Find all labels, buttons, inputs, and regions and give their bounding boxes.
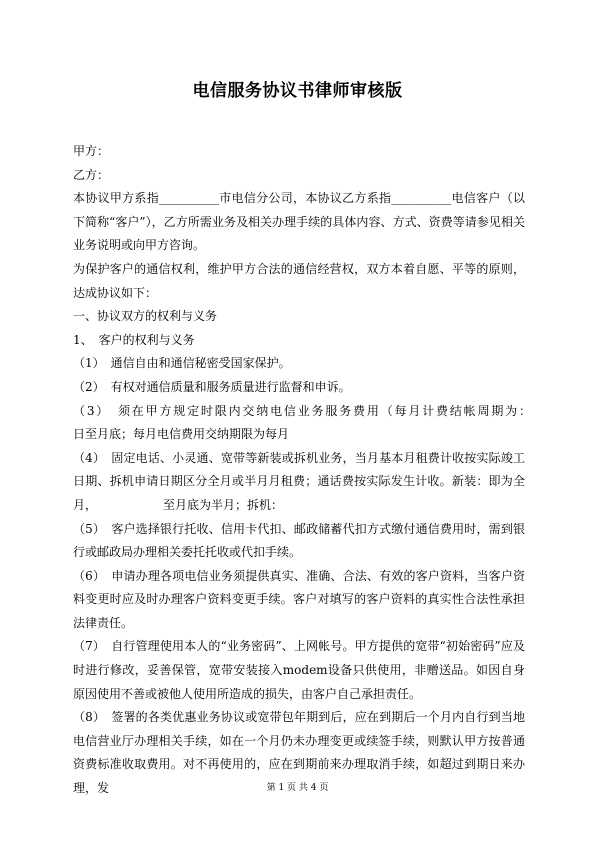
intro-paragraph: 本协议甲方系指__________市电信分公司，本协议乙方系指__________电信客户（以下简称“客户”），乙方所需业务及相关办理手续的具体内容、方式、资费等请参见相关业务说明或向甲方咨询。 <box>73 191 525 253</box>
document-title: 电信服务协议书律师审核版 <box>192 81 403 101</box>
clause-5: （5） 客户选择银行托收、信用卡代扣、邮政储蓄代扣方式缴付通信费用时，需到银行或邮政局办理相关委托托收或代扣手续。 <box>73 521 525 560</box>
section-heading-rights: 一、协议双方的权利与义务 <box>73 309 218 324</box>
party-b-line: 乙方： <box>73 167 110 182</box>
subsection-heading-customer: 1、 客户的权利与义务 <box>73 332 195 347</box>
document-body <box>73 140 586 801</box>
clause-1: （1） 通信自由和通信秘密受国家保护。 <box>73 356 291 371</box>
clause-4: （4） 固定电话、小灵通、宽带等新装或拆机业务，当月基本月租费计收按实际竣工日期、拆机申请日期区分全月或半月月租费；通话费按实际发生计收。新装：即为全月， 至月底为半月；拆机： <box>73 450 525 512</box>
clause-2: （2） 有权对通信质量和服务质量进行监督和申诉。 <box>73 379 351 394</box>
clause-7: （7） 自行管理使用本人的“业务密码”、上网帐号。甲方提供的宽带“初始密码”应及时进行修改，妥善保管，宽带安装接入modem设备只供使用，非赠送品。如因自身原因使用不善或被他人使用所造成的损失，由客户自己承担责任。 <box>73 639 525 701</box>
party-a-line: 甲方： <box>73 144 110 158</box>
clause-6: （6） 申请办理各项电信业务须提供真实、准确、合法、有效的客户资料，当客户资料变更时应及时办理客户资料变更手续。客户对填写的客户资料的真实性合法性承担法律责任。 <box>73 568 525 630</box>
purpose-paragraph: 为保护客户的通信权利，维护甲方合法的通信经营权，双方本着自愿、平等的原则，达成协议如下： <box>73 261 525 300</box>
clause-8: （8） 签署的各类优惠业务协议或宽带包年期到后，应在到期后一个月内自行到当地电信营业厅办理相关手续，如在一个月仍未办理变更或续签手续，则默认甲方按普通资费标准收取费用。对不再使用的，应在到期前来办理取消手续，如超过到期日来办理，发 <box>73 710 525 796</box>
page-footer: 第 1 页 共 4 页 <box>266 783 329 793</box>
clause-3: （3） 须在甲方规定时限内交纳电信业务服务费用（每月计费结帐周期为： 日至月底；每月电信费用交纳期限为每月 <box>73 403 586 442</box>
